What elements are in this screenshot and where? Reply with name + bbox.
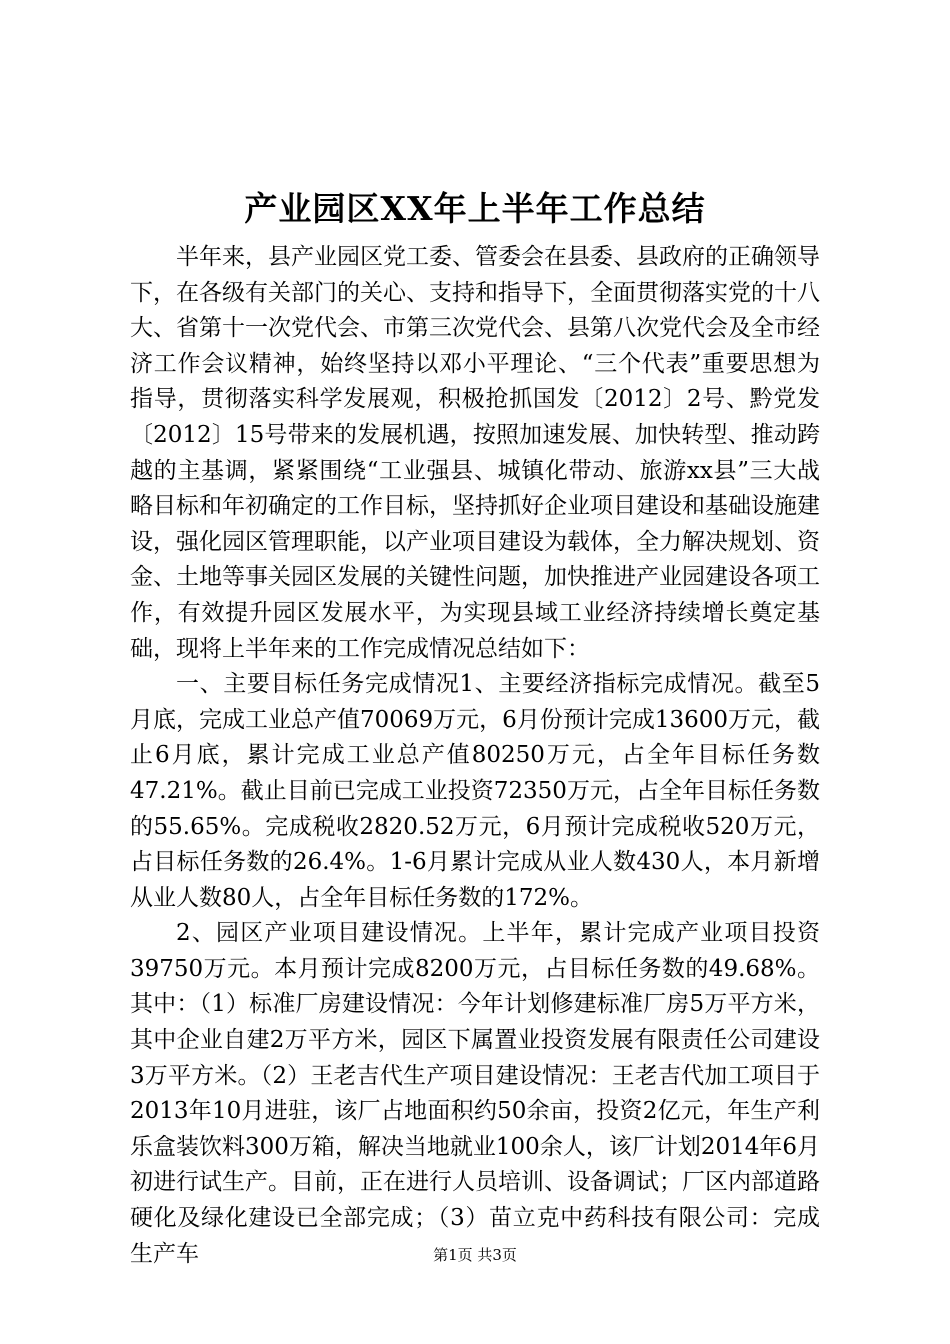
document-body xyxy=(130,240,820,1272)
paragraph-main-targets: 一、主要目标任务完成情况1、主要经济指标完成情况。截至5月底，完成工业总产值70069万元，6月份预计完成13600万元，截止6月底，累计完成工业总产值80250万元，占全年目标任务数47.21%。截止目前已完成工业投资72350万元，占全年目标任务数的55.65%。完成税收2820.52万元，6月预计完成税收520万元，占目标任务数的26.4%。1-6月累计完成从业人数430人，本月新增从业人数80人，占全年目标任务数的172%。 xyxy=(130,671,820,911)
document-title: 产业园区XX年上半年工作总结 xyxy=(244,189,706,228)
paragraph-intro: 半年来，县产业园区党工委、管委会在县委、县政府的正确领导下，在各级有关部门的关心、支持和指导下，全面贯彻落实党的十八大、省第十一次党代会、市第三次党代会、县第八次党代会及全市经济工作会议精神，始终坚持以邓小平理论、“三个代表”重要思想为指导，贯彻落实科学发展观，积极抢抓国发〔2012〕2号、黔党发〔2012〕15号带来的发展机遇，按照加速发展、加快转型、推动跨越的主基调，紧紧围绕“工业强县、城镇化带动、旅游xx县”三大战略目标和年初确定的工作目标，坚持抓好企业项目建设和基础设施建设，强化园区管理职能，以产业项目建设为载体，全力解决规划、资金、土地等事关园区发展的关键性问题，加快推进产业园建设各项工作，有效提升园区发展水平，为实现县域工业经济持续增长奠定基础，现将上半年来的工作完成情况总结如下： xyxy=(130,244,820,662)
paragraph-project-construction: 2、园区产业项目建设情况。上半年，累计完成产业项目投资39750万元。本月预计完成8200万元，占目标任务数的49.68%。其中：（1）标准厂房建设情况：今年计划修建标准厂房5万平方米，其中企业自建2万平方米，园区下属置业投资发展有限责任公司建设3万平方米。（2）王老吉代生产项目建设情况：王老吉代加工项目于2013年10月进驻，该厂占地面积约50余亩，投资2亿元，年生产利乐盒装饮料300万箱，解决当地就业100余人，该厂计划2014年6月初进行试生产。目前，正在进行人员培训、设备调试；厂区内部道路硬化及绿化建设已全部完成；（3）苗立克中药科技有限公司：完成生产车 xyxy=(130,920,820,1267)
page-number-footer: 第1页 共3页 xyxy=(433,1246,517,1264)
